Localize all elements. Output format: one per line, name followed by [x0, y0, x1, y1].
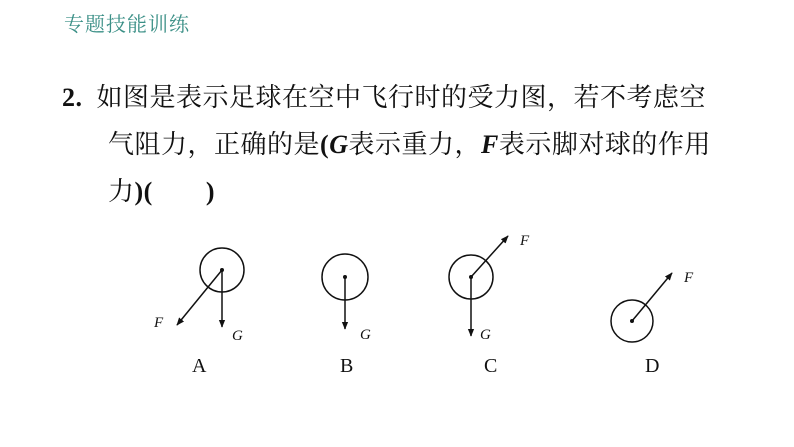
question-number-dot: . — [75, 83, 83, 112]
symbol-g: G — [329, 130, 349, 159]
question-text-2c: 表示脚对球的作用 — [498, 130, 711, 160]
answer-blank: )( ) — [134, 177, 215, 206]
option-a-label: A — [192, 355, 207, 377]
figure-b[interactable] — [322, 254, 371, 377]
figure-c[interactable] — [449, 233, 530, 377]
force-f-arrow — [471, 236, 508, 277]
force-f-arrow — [177, 270, 222, 325]
label-g: G — [480, 327, 491, 343]
option-c-label: C — [484, 355, 498, 377]
question-number: 2 — [62, 83, 76, 112]
label-g: G — [232, 328, 243, 344]
figure-d[interactable] — [611, 270, 694, 377]
section-title: 专题技能训练 — [64, 12, 190, 36]
figure-a[interactable] — [153, 248, 244, 377]
option-d-label: D — [645, 355, 660, 377]
paren-open: ( — [320, 130, 330, 159]
label-f: F — [684, 270, 694, 286]
question-text-3: 力 — [108, 177, 135, 207]
label-g: G — [360, 327, 371, 343]
symbol-f: F — [480, 130, 499, 159]
label-f: F — [520, 233, 530, 249]
question-text-2a: 气阻力，正确的是 — [108, 130, 321, 160]
question-text-1: 如图是表示足球在空中飞行时的受力图，若不考虑空 — [96, 83, 707, 113]
label-f: F — [154, 315, 164, 331]
question-text-2b: 表示重力， — [348, 130, 481, 160]
option-b-label: B — [340, 355, 354, 377]
